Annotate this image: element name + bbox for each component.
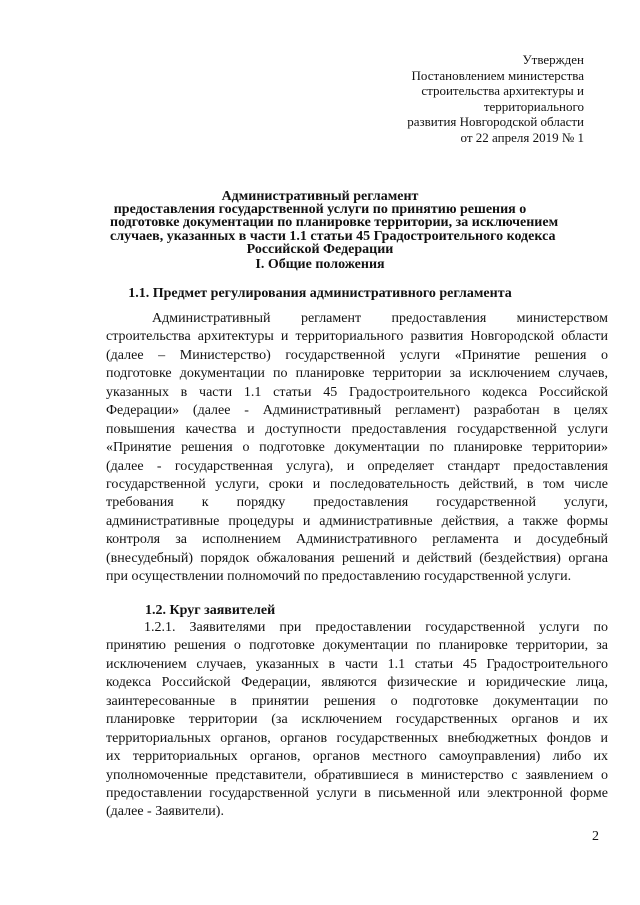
paragraph-line: административные процедуры и административные действия, а также формы xyxy=(106,513,608,529)
paragraph-line: при осуществлении полномочий по предоставлению государственной услуги. xyxy=(106,569,572,585)
paragraph-line: требования к порядку предоставления государственной услуги, xyxy=(106,495,608,511)
subsection-2-paragraph xyxy=(106,619,608,822)
paragraph-line: 1.2.1. Заявителями при предоставлении государственной услуги по xyxy=(144,620,608,635)
paragraph-line: предоставлении государственной услуги в письменной или электронной форме xyxy=(106,785,608,801)
paragraph-line: контроля за исполнением Административного регламента и досудебный xyxy=(106,532,608,548)
paragraph-line: Федерации» (далее - Административный регламент) разработан в целях xyxy=(106,403,608,419)
section-heading: I. Общие положения xyxy=(255,257,385,272)
approval-line: территориального xyxy=(483,98,584,114)
paragraph-line: (далее - Заявители). xyxy=(106,804,224,820)
approval-line: строительства архитектуры и xyxy=(421,83,584,98)
title-line: Российской Федерации xyxy=(246,241,394,257)
paragraph-line: (внесудебный) порядок обжалования решений и действий (бездействия) органа xyxy=(106,550,608,566)
page-number: 2 xyxy=(592,829,599,844)
paragraph-line: Административный регламент предоставления министерством xyxy=(152,311,608,326)
subsection-2-heading: 1.2. Круг заявителей xyxy=(145,603,276,618)
paragraph-line: принятию решения о подготовке документации по планировке территории, за xyxy=(106,638,608,654)
approval-line: Утвержден xyxy=(522,52,584,67)
paragraph-line: строительства архитектуры и территориального развития Новгородской области xyxy=(106,329,608,345)
approval-date-line: от 22 апреля 2019 № 1 xyxy=(460,129,584,145)
paragraph-line: кодекса Российской Федерации, являются физические и юридические лица, xyxy=(106,675,608,691)
approval-stamp xyxy=(354,52,584,145)
paragraph-line: подготовке документации по планировке территории за исключением случаев, xyxy=(106,366,608,382)
paragraph-line: заинтересованные в принятии решения о подготовке документации по xyxy=(106,693,608,709)
title-line: предоставления государственной услуги по принятию решения о xyxy=(113,202,527,218)
paragraph-line: уполномоченные представители, обратившиеся в министерство с заявлением о xyxy=(106,767,608,783)
paragraph-line: их территориальных органов, органов местного самоуправления) либо их xyxy=(106,749,608,765)
paragraph-line: территориальных органов, органов государственных внебюджетных фондов и xyxy=(106,730,608,746)
title-line: Административный регламент xyxy=(221,189,419,204)
approval-line: развития Новгородской области xyxy=(407,114,584,129)
title-line: случаев, указанных в части 1.1 статьи 45 Градостроительного кодекса xyxy=(110,228,556,244)
paragraph-line: государственной услуги, сроки и последовательность действий, в том числе xyxy=(106,476,608,492)
paragraph-line: указанных в части 1.1 статьи 45 Градостроительного кодекса Российской xyxy=(106,384,608,400)
title-line: подготовке документации по планировке территории, за исключением xyxy=(110,215,559,231)
paragraph-line: (далее – Министерство) государственной услуги «Принятие решения о xyxy=(106,347,608,363)
approval-line: Постановлением министерства xyxy=(411,67,584,83)
paragraph-line: планировке территории (за исключением государственных органов и их xyxy=(106,712,608,728)
subsection-1-heading: 1.1. Предмет регулирования административного регламента xyxy=(128,286,512,301)
document-title xyxy=(110,189,559,257)
paragraph-line: исключением случаев, указанных в части 1.1 статьи 45 Градостроительного xyxy=(106,656,608,672)
subsection-1-paragraph xyxy=(106,310,608,587)
paragraph-line: повышения качества и доступности предоставления государственной услуги xyxy=(106,421,608,437)
paragraph-line: «Принятие решения о подготовке документации по планировке территории» xyxy=(106,440,608,456)
paragraph-line: (далее - государственная услуга), и определяет стандарт предоставления xyxy=(106,458,608,474)
